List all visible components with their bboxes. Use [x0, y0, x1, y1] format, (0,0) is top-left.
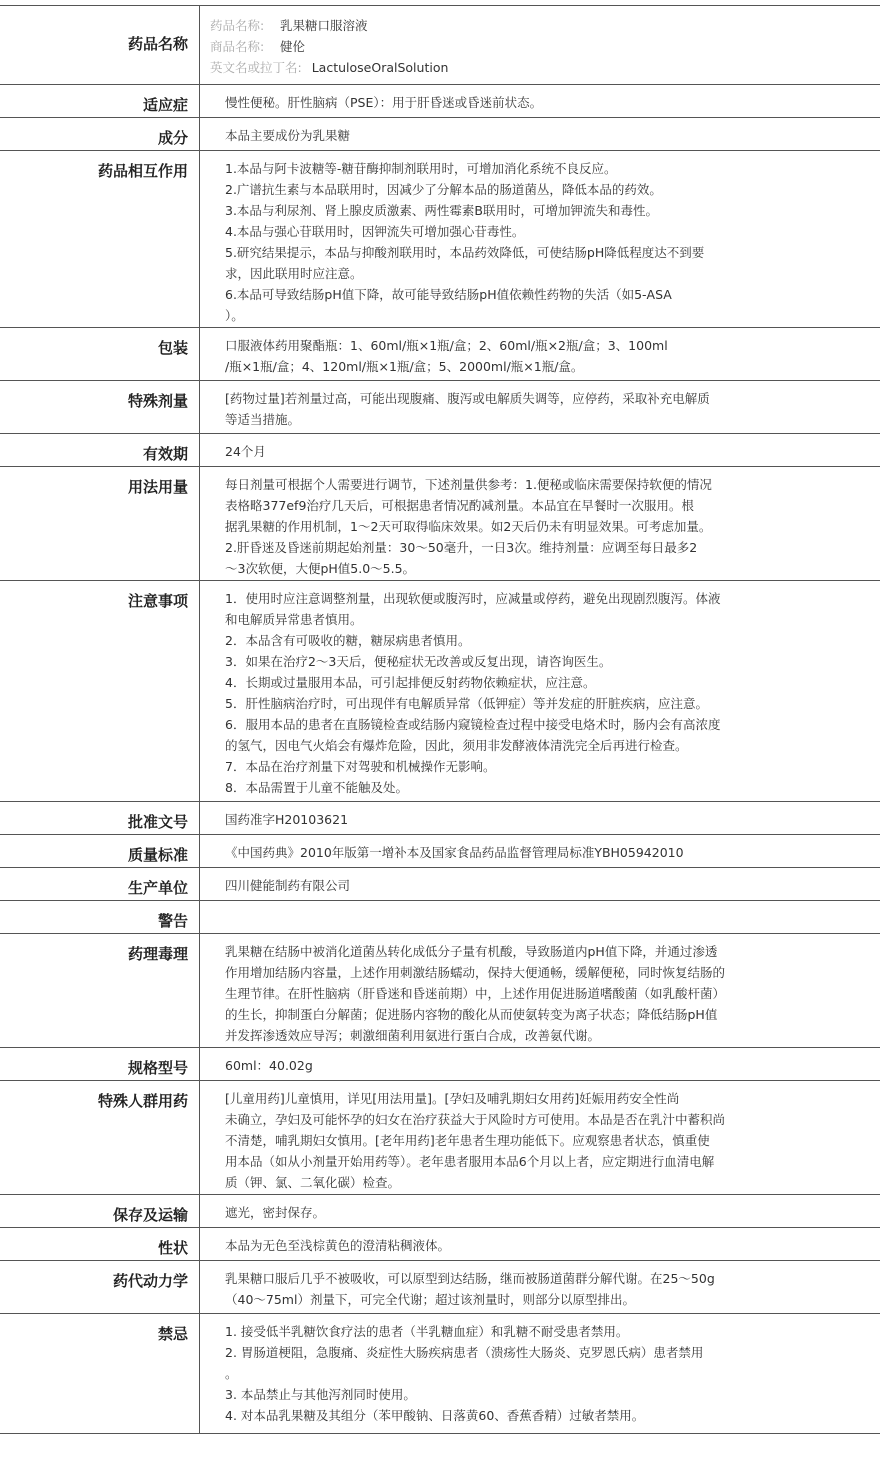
value-line: 2．本品含有可吸收的糖，糖尿病患者慎用。 — [225, 633, 471, 648]
value-line: （40～75ml）剂量下，可完全代谢；超过该剂量时，则部分以原型排出。 — [225, 1292, 635, 1307]
row-value — [200, 434, 880, 466]
row-value — [200, 868, 880, 900]
table-row — [0, 1314, 880, 1434]
row-label: 药品名称 — [0, 6, 200, 84]
value-line: ～3次软便，大便pH值5.0～5.5。 — [225, 561, 416, 576]
row-label: 成分 — [0, 118, 200, 150]
row-value — [200, 151, 880, 327]
value-line: 2. 胃肠道梗阻，急腹痛、炎症性大肠疾病患者（溃疡性大肠炎、克罗恩氏病）患者禁用 — [225, 1345, 704, 1360]
value-line: 本品为无色至浅棕黄色的澄清粘稠液体。 — [225, 1238, 451, 1253]
value-line: 的生长，抑制蛋白分解菌；促进肠内容物的酸化从而使氨转变为离子状态；降低结肠pH值 — [225, 1007, 718, 1022]
table-row — [0, 934, 880, 1048]
value-line: 国药准字H20103621 — [225, 812, 349, 827]
generic-name-line — [210, 15, 860, 36]
value-line: 质（钾、氯、二氧化碳）检查。 — [225, 1175, 401, 1190]
row-label: 性状 — [0, 1228, 200, 1260]
row-label: 注意事项 — [0, 581, 200, 801]
table-row — [0, 434, 880, 467]
value-line: 60ml：40.02g — [225, 1058, 313, 1073]
row-label: 规格型号 — [0, 1048, 200, 1080]
value-line: 2.广谱抗生素与本品联用时，因减少了分解本品的肠道菌丛，降低本品的药效。 — [225, 182, 662, 197]
row-value — [200, 1195, 880, 1227]
row-value — [200, 467, 880, 580]
table-row — [0, 868, 880, 901]
row-label: 药理毒理 — [0, 934, 200, 1047]
row-label: 特殊剂量 — [0, 381, 200, 433]
field-key: 英文名或拉丁名: — [210, 60, 302, 75]
value-line: 用本品（如从小剂量开始用药等）。老年患者服用本品6个月以上者，应定期进行血清电解 — [225, 1154, 715, 1169]
trade-name-line — [210, 36, 860, 57]
value-line: 2.肝昏迷及昏迷前期起始剂量：30～50毫升，一日3次。维持剂量：应调至每日最多2 — [225, 540, 698, 555]
value-line: 表格略377ef9治疗几天后，可根据患者情况酌减剂量。本品宜在早餐时一次服用。根 — [225, 498, 694, 513]
row-value — [200, 6, 880, 84]
value-line: 乳果糖口服后几乎不被吸收，可以原型到达结肠，继而被肠道菌群分解代谢。在25～50g — [225, 1271, 715, 1286]
table-row — [0, 835, 880, 868]
value-line: 《中国药典》2010年版第一增补本及国家食品药品监督管理局标准YBH05942010 — [225, 845, 684, 860]
row-value — [200, 85, 880, 117]
row-value — [200, 381, 880, 433]
row-value — [200, 581, 880, 801]
value-line: 5．肝性脑病治疗时，可出现伴有电解质异常（低钾症）等并发症的肝脏疾病，应注意。 — [225, 696, 708, 711]
value-line: 5.研究结果提示，本品与抑酸剂联用时，本品药效降低，可使结肠pH降低程度达不到要 — [225, 245, 705, 260]
row-value — [200, 118, 880, 150]
row-label: 警告 — [0, 901, 200, 933]
value-line: [药物过量]若剂量过高，可能出现腹痛、腹泻或电解质失调等，应停药，采取补充电解质 — [225, 391, 710, 406]
table-row — [0, 1048, 880, 1081]
table-row — [0, 328, 880, 381]
row-value — [200, 1081, 880, 1194]
row-value — [200, 1048, 880, 1080]
trade-name: 健伦 — [280, 39, 306, 54]
value-line: 四川健能制药有限公司 — [225, 878, 351, 893]
table-row — [0, 1261, 880, 1314]
value-line: 3. 本品禁止与其他泻剂同时使用。 — [225, 1387, 416, 1402]
value-line: 8．本品需置于儿童不能触及处。 — [225, 780, 408, 795]
row-label: 批准文号 — [0, 802, 200, 834]
field-key: 商品名称: — [210, 39, 265, 54]
value-line: 本品主要成份为乳果糖 — [225, 128, 351, 143]
value-line: 遮光，密封保存。 — [225, 1205, 326, 1220]
table-row — [0, 1228, 880, 1261]
value-line: 4. 对本品乳果糖及其组分（苯甲酸钠、日落黄60、香蕉香精）过敏者禁用。 — [225, 1408, 645, 1423]
row-value — [200, 1314, 880, 1433]
row-value — [200, 934, 880, 1047]
table-row — [0, 1195, 880, 1228]
value-line: 6.本品可导致结肠pH值下降，故可能导致结肠pH值依赖性药物的失活（如5-ASA — [225, 287, 672, 302]
value-line: 4．长期或过量服用本品，可引起排便反射药物依赖症状，应注意。 — [225, 675, 596, 690]
value-line: 每日剂量可根据个人需要进行调节，下述剂量供参考：1.便秘或临床需要保持软便的情况 — [225, 477, 712, 492]
table-row — [0, 118, 880, 151]
value-line: 3.本品与利尿剂、肾上腺皮质激素、两性霉素B联用时，可增加钾流失和毒性。 — [225, 203, 659, 218]
row-label: 用法用量 — [0, 467, 200, 580]
table-row — [0, 85, 880, 118]
value-line: 据乳果糖的作用机制，1～2天可取得临床效果。如2天后仍未有明显效果。可考虑加量。 — [225, 519, 712, 534]
row-label: 包装 — [0, 328, 200, 380]
value-line: [儿童用药]儿童慎用，详见[用法用量]。[孕妇及哺乳期妇女用药]妊娠用药安全性尚 — [225, 1091, 680, 1106]
table-row — [0, 467, 880, 581]
value-line: 。 — [225, 1366, 238, 1381]
table-row — [0, 581, 880, 802]
table-row — [0, 802, 880, 835]
value-line: ）。 — [225, 308, 244, 323]
row-label: 有效期 — [0, 434, 200, 466]
row-value — [200, 1261, 880, 1313]
value-line: /瓶×1瓶/盒；4、120ml/瓶×1瓶/盒；5、2000ml/瓶×1瓶/盒。 — [225, 359, 584, 374]
value-line: 乳果糖在结肠中被消化道菌丛转化成低分子量有机酸，导致肠道内pH值下降，并通过渗透 — [225, 944, 718, 959]
drug-info-table — [0, 5, 880, 1434]
value-line: 的氢气，因电气火焰会有爆炸危险，因此，须用非发酵液体清洗完全后再进行检查。 — [225, 738, 688, 753]
table-row — [0, 151, 880, 328]
value-line: 并发挥渗透效应导泻；刺激细菌利用氨进行蛋白合成，改善氨代谢。 — [225, 1028, 601, 1043]
value-line: 不清楚，哺乳期妇女慎用。[老年用药]老年患者生理功能低下。应观察患者状态，慎重使 — [225, 1133, 710, 1148]
value-line: 7．本品在治疗剂量下对驾驶和机械操作无影响。 — [225, 759, 496, 774]
value-line: 24个月 — [225, 444, 266, 459]
value-line: 作用增加结肠内容量，上述作用刺激结肠蠕动，保持大便通畅，缓解便秘，同时恢复结肠的 — [225, 965, 726, 980]
value-line: 1.本品与阿卡波糖等-糖苷酶抑制剂联用时，可增加消化系统不良反应。 — [225, 161, 617, 176]
value-line: 慢性便秘。肝性脑病（PSE）：用于肝昏迷或昏迷前状态。 — [225, 95, 543, 110]
row-label: 保存及运输 — [0, 1195, 200, 1227]
row-drug-name — [0, 6, 880, 85]
row-value — [200, 328, 880, 380]
row-label: 生产单位 — [0, 868, 200, 900]
row-label: 药代动力学 — [0, 1261, 200, 1313]
row-label: 质量标准 — [0, 835, 200, 867]
row-label: 禁忌 — [0, 1314, 200, 1433]
english-name-line — [210, 57, 860, 78]
value-line: 和电解质异常患者慎用。 — [225, 612, 363, 627]
row-value — [200, 1228, 880, 1260]
row-label: 特殊人群用药 — [0, 1081, 200, 1194]
value-line: 口服液体药用聚酯瓶：1、60ml/瓶×1瓶/盒；2、60ml/瓶×2瓶/盒；3、100ml — [225, 338, 668, 353]
table-row — [0, 1081, 880, 1195]
generic-name: 乳果糖口服溶液 — [280, 18, 368, 33]
field-key: 药品名称: — [210, 18, 265, 33]
value-line: 1. 接受低半乳糖饮食疗法的患者（半乳糖血症）和乳糖不耐受患者禁用。 — [225, 1324, 629, 1339]
value-line: 等适当措施。 — [225, 412, 301, 427]
value-line: 4.本品与强心苷联用时，因钾流失可增加强心苷毒性。 — [225, 224, 525, 239]
value-line: 未确立，孕妇及可能怀孕的妇女在治疗获益大于风险时方可使用。本品是否在乳汁中蓄积尚 — [225, 1112, 726, 1127]
value-line: 生理节律。在肝性脑病（肝昏迷和昏迷前期）中，上述作用促进肠道嗜酸菌（如乳酸杆菌） — [225, 986, 726, 1001]
row-value — [200, 901, 880, 933]
english-name: LactuloseOralSolution — [311, 60, 449, 75]
row-label: 药品相互作用 — [0, 151, 200, 327]
row-value — [200, 802, 880, 834]
value-line: 1．使用时应注意调整剂量，出现软便或腹泻时，应减量或停药，避免出现剧烈腹泻。体液 — [225, 591, 721, 606]
table-row — [0, 901, 880, 934]
row-label: 适应症 — [0, 85, 200, 117]
value-line: 求，因此联用时应注意。 — [225, 266, 363, 281]
row-value — [200, 835, 880, 867]
value-line: 3．如果在治疗2～3天后，便秘症状无改善或反复出现，请咨询医生。 — [225, 654, 612, 669]
value-line: 6．服用本品的患者在直肠镜检查或结肠内窥镜检查过程中接受电烙术时，肠内会有高浓度 — [225, 717, 721, 732]
table-row — [0, 381, 880, 434]
